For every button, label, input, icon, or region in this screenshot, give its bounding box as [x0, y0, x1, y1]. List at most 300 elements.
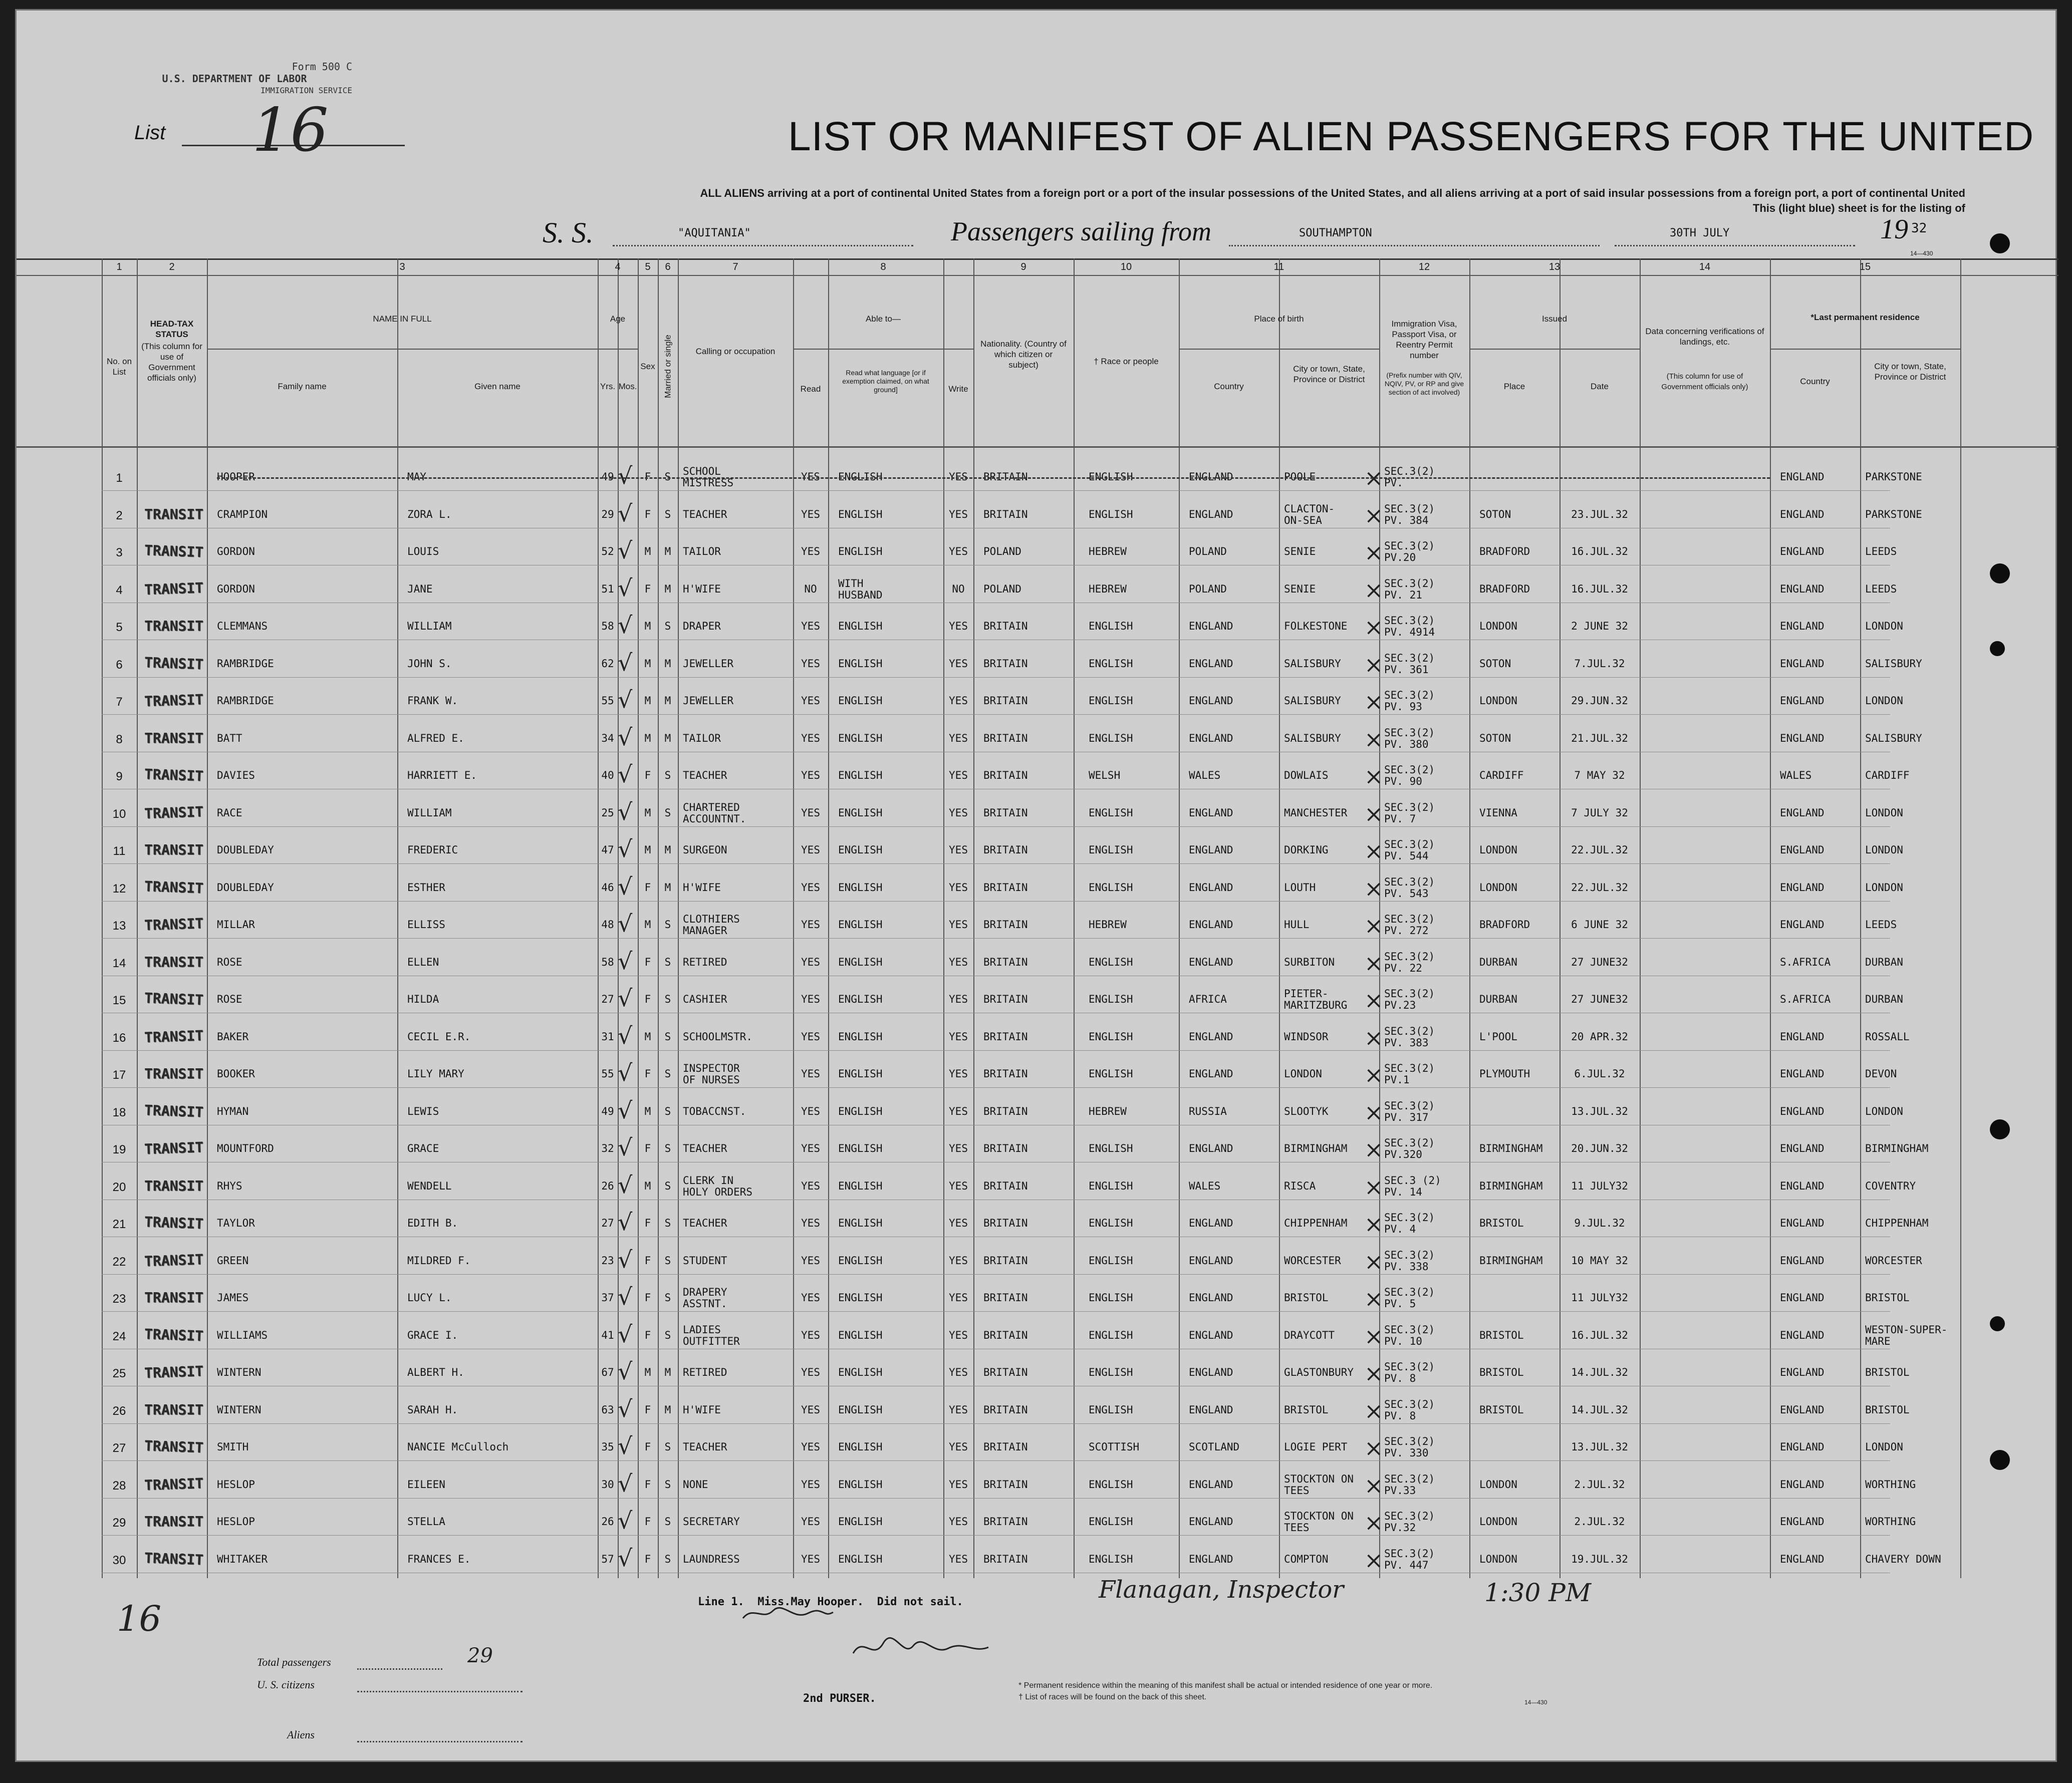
name-subrule [207, 349, 598, 350]
cell-rcity: PARKSTONE [1865, 471, 1922, 483]
column-divider [1960, 258, 1961, 1578]
total-passengers-line [357, 1668, 442, 1670]
check-mark-icon: √ [618, 1059, 633, 1086]
cell-nat: BRITAIN [983, 881, 1028, 894]
cell-visa: SEC.3(2) PV. 330 [1384, 1435, 1435, 1459]
cell-country: ENGLAND [1189, 844, 1233, 856]
cell-write: YES [949, 1366, 968, 1378]
cell-age: 57 [601, 1553, 614, 1565]
cell-lang: ENGLISH [838, 657, 883, 670]
cell-place: BIRMINGHAM [1479, 1142, 1543, 1154]
cell-rcity: WORCESTER [1865, 1254, 1922, 1267]
transit-stamp: TRANSIT [144, 729, 204, 746]
row-number: 17 [112, 1068, 126, 1082]
cross-mark-icon: × [1364, 1061, 1384, 1088]
column-number: 3 [399, 261, 405, 272]
cell-nat: BRITAIN [983, 993, 1028, 1005]
sailing-label: Passengers sailing from [951, 216, 1212, 246]
cell-nat: BRITAIN [983, 471, 1028, 483]
binder-hole [1990, 563, 2010, 583]
transit-stamp: TRANSIT [144, 1362, 204, 1382]
cell-ms: S [664, 956, 671, 968]
signature-scribble [848, 1633, 993, 1663]
cell-age: 31 [601, 1030, 614, 1043]
cell-calling: TEACHER [683, 1441, 727, 1453]
department-name: U.S. DEPARTMENT OF LABOR [162, 73, 307, 85]
cell-sex: F [644, 1553, 651, 1565]
cell-nat: BRITAIN [983, 1478, 1028, 1491]
cell-visa: SEC.3(2) PV. 338 [1384, 1249, 1435, 1273]
cell-age: 49 [601, 471, 614, 483]
row-rule [102, 1535, 1890, 1536]
cell-lang: ENGLISH [838, 956, 883, 968]
cell-read: YES [801, 471, 820, 483]
cell-rcity: LONDON [1865, 620, 1903, 632]
header-sex: Sex [640, 362, 655, 371]
cell-rcountry: ENGLAND [1780, 471, 1825, 483]
cell-family: WINTERN [217, 1366, 262, 1378]
cell-ms: M [664, 1403, 671, 1416]
cell-rcountry: ENGLAND [1780, 1478, 1825, 1491]
cell-sex: F [644, 1292, 651, 1304]
cell-city: SLOOTYK [1284, 1105, 1329, 1117]
row-number: 10 [112, 807, 126, 821]
cell-rcity: BRISTOL [1865, 1366, 1910, 1378]
check-mark-icon: √ [618, 537, 633, 564]
cell-write: YES [949, 844, 968, 856]
subtitle-line-1: ALL ALIENS arriving at a port of continental United States from a foreign port or a port of the insular possessions of the United States, and all aliens arriving at a port of said insular possessions from a foreign port, a port of continental United [700, 187, 1965, 199]
cell-country: ENGLAND [1189, 1030, 1233, 1043]
cell-lang: ENGLISH [838, 1105, 883, 1117]
binder-hole [1990, 1316, 2005, 1331]
inspector-signature: Flanagan, Inspector [1099, 1576, 1344, 1604]
row-rule [102, 863, 1890, 864]
cell-age: 25 [601, 806, 614, 819]
cell-city: SURBITON [1284, 956, 1335, 968]
cell-city: SENIE [1284, 545, 1316, 557]
cell-place: VIENNA [1479, 806, 1517, 819]
check-mark-icon: √ [618, 761, 633, 788]
cell-rcity: ROSSALL [1865, 1030, 1910, 1043]
cell-idate: 9.JUL.32 [1574, 1217, 1625, 1229]
column-divider [1469, 258, 1470, 1578]
header-place-of-birth: Place of birth [1254, 314, 1304, 324]
cell-write: YES [949, 1516, 968, 1528]
cell-lang: ENGLISH [838, 1329, 883, 1341]
cell-city: BIRMINGHAM [1284, 1142, 1348, 1154]
check-mark-icon: √ [618, 1022, 633, 1049]
list-label: List [134, 122, 166, 144]
able-subrule [793, 349, 973, 350]
cell-sex: F [644, 1516, 651, 1528]
cell-write: YES [949, 1403, 968, 1416]
cell-idate: 13.JUL.32 [1571, 1441, 1628, 1453]
cell-place: BRISTOL [1479, 1217, 1524, 1229]
cell-ms: S [664, 1441, 671, 1453]
cell-write: YES [949, 471, 968, 483]
cell-sex: M [644, 545, 651, 557]
check-mark-icon: √ [618, 1395, 633, 1422]
cell-read: YES [801, 1217, 820, 1229]
cell-country: ENGLAND [1189, 471, 1233, 483]
cell-city: WORCESTER [1284, 1254, 1341, 1267]
cell-sex: M [644, 806, 651, 819]
check-mark-icon: √ [618, 723, 633, 751]
cell-lang: ENGLISH [838, 993, 883, 1005]
cell-write: YES [949, 1292, 968, 1304]
cell-age: 52 [601, 545, 614, 557]
cell-rcountry: ENGLAND [1780, 1329, 1825, 1341]
cross-mark-icon: × [1364, 651, 1384, 678]
cell-write: YES [949, 993, 968, 1005]
cross-mark-icon: × [1364, 1397, 1384, 1424]
transit-stamp: TRANSIT [144, 1401, 204, 1418]
cell-calling: CLERK IN HOLY ORDERS [683, 1174, 753, 1198]
cell-race: HEBREW [1089, 582, 1127, 595]
cell-calling: SCHOOLMSTR. [683, 1030, 753, 1043]
transit-stamp: TRANSIT [144, 691, 204, 710]
cell-given: WILLIAM [407, 806, 452, 819]
row-1-strikethrough [217, 477, 1770, 479]
column-number: 4 [615, 261, 621, 272]
cell-city: POOLE [1284, 471, 1316, 483]
residence-subrule [1770, 349, 1960, 350]
binder-hole [1990, 233, 2010, 253]
cell-country: SCOTLAND [1189, 1441, 1240, 1453]
cell-ms: M [664, 657, 671, 670]
cell-age: 40 [601, 769, 614, 781]
cell-lang: ENGLISH [838, 1068, 883, 1080]
row-rule [102, 1087, 1890, 1088]
cell-ms: S [664, 1329, 671, 1341]
cross-mark-icon: × [1364, 1136, 1384, 1163]
cell-family: SMITH [217, 1441, 249, 1453]
cell-visa: SEC.3(2) PV. 21 [1384, 577, 1435, 601]
aliens-label: Aliens [287, 1728, 315, 1741]
row-number: 7 [116, 695, 123, 709]
column-number: 9 [1020, 261, 1026, 272]
cell-rcity: BIRMINGHAM [1865, 1142, 1929, 1154]
cell-given: EILEEN [407, 1478, 445, 1491]
header-verification-note: (This column for use of Government officials only) [1661, 372, 1748, 391]
cell-ms: S [664, 919, 671, 931]
row-number: 21 [112, 1218, 126, 1231]
cross-mark-icon: × [1364, 539, 1384, 566]
cell-write: YES [949, 806, 968, 819]
cell-city: STOCKTON ON TEES [1284, 1472, 1354, 1497]
cell-nat: BRITAIN [983, 1292, 1028, 1304]
column-divider [1770, 258, 1771, 1578]
transit-stamp: TRANSIT [144, 541, 204, 561]
cell-visa: SEC.3(2) PV. 543 [1384, 875, 1435, 900]
cell-ms: S [664, 993, 671, 1005]
cell-family: HESLOP [217, 1516, 255, 1528]
cell-calling: TAILOR [683, 545, 721, 557]
row-rule [102, 1274, 1890, 1275]
cell-rcity: LONDON [1865, 806, 1903, 819]
cell-sex: M [644, 1030, 651, 1043]
cell-race: ENGLISH [1089, 1142, 1133, 1154]
cell-idate: 2.JUL.32 [1574, 1478, 1625, 1491]
cell-family: GREEN [217, 1254, 249, 1267]
cell-rcountry: ENGLAND [1780, 545, 1825, 557]
cell-lang: ENGLISH [838, 1366, 883, 1378]
cell-given: LUCY L. [407, 1292, 452, 1304]
cell-age: 37 [601, 1292, 614, 1304]
header-race: † Race or people [1094, 357, 1159, 366]
cell-country: AFRICA [1189, 993, 1227, 1005]
cell-calling: DRAPER [683, 620, 721, 632]
cell-place: LONDON [1479, 881, 1517, 894]
age-subrule [598, 349, 638, 350]
header-last-residence: *Last permanent residence [1810, 313, 1920, 322]
cell-family: ROSE [217, 956, 242, 968]
cell-rcity: SALISBURY [1865, 732, 1922, 744]
row-number: 11 [113, 844, 126, 858]
cell-calling: LADIES OUTFITTER [683, 1323, 740, 1347]
cell-family: DAVIES [217, 769, 255, 781]
cell-visa: SEC.3(2) PV. 317 [1384, 1099, 1435, 1123]
cell-lang: ENGLISH [838, 1516, 883, 1528]
cell-sex: M [644, 620, 651, 632]
row-rule [102, 826, 1890, 827]
cell-country: RUSSIA [1189, 1105, 1227, 1117]
cell-rcountry: ENGLAND [1780, 620, 1825, 632]
footnote-residence: * Permanent residence within the meaning of this manifest shall be actual or intended residence of one year or more. [1018, 1681, 1433, 1690]
row-number: 29 [112, 1516, 126, 1530]
cell-visa: SEC.3(2) PV. 93 [1384, 689, 1435, 713]
cell-family: RACE [217, 806, 242, 819]
cell-read: YES [801, 732, 820, 744]
check-mark-icon: √ [618, 947, 633, 975]
cell-calling: JEWELLER [683, 657, 734, 670]
cell-place: SOTON [1479, 732, 1511, 744]
cell-idate: 11 JULY32 [1571, 1179, 1628, 1192]
cell-idate: 23.JUL.32 [1571, 508, 1628, 520]
cell-read: YES [801, 993, 820, 1005]
row-number: 19 [112, 1143, 126, 1156]
check-mark-icon: √ [618, 1432, 633, 1459]
cell-country: ENGLAND [1189, 1142, 1233, 1154]
cell-race: HEBREW [1089, 545, 1127, 557]
cell-place: BIRMINGHAM [1479, 1254, 1543, 1267]
cell-given: MAY [407, 471, 426, 483]
row-rule [102, 677, 1890, 678]
check-mark-icon: √ [618, 1320, 633, 1348]
cell-given: MILDRED F. [407, 1254, 471, 1267]
cell-rcity: LEEDS [1865, 919, 1897, 931]
departure-port: SOUTHAMPTON [1299, 227, 1372, 239]
cell-family: RAMBRIDGE [217, 657, 274, 670]
header-given-name: Given name [474, 382, 521, 391]
cell-rcountry: ENGLAND [1780, 1179, 1825, 1192]
row-number: 2 [116, 508, 123, 522]
cell-family: BOOKER [217, 1068, 255, 1080]
cell-family: RHYS [217, 1179, 242, 1192]
cell-place: DURBAN [1479, 956, 1517, 968]
header-read-language: Read what language [or if exemption claimed, on what ground] [842, 369, 929, 394]
cell-sex: F [644, 1068, 651, 1080]
cell-rcity: WESTON-SUPER- MARE [1865, 1323, 1948, 1347]
cell-lang: ENGLISH [838, 1441, 883, 1453]
cell-nat: BRITAIN [983, 508, 1028, 520]
cell-given: FRANK W. [407, 695, 458, 707]
row-rule [102, 1498, 1890, 1499]
cell-race: ENGLISH [1089, 732, 1133, 744]
cell-city: DOWLAIS [1284, 769, 1329, 781]
header-visa-note: (Prefix number with QIV, NQIV, PV, or RP and give section of act involved) [1384, 371, 1464, 396]
cell-city: RISCA [1284, 1179, 1316, 1192]
cell-family: CRAMPION [217, 508, 268, 520]
transit-stamp: TRANSIT [144, 953, 204, 970]
cell-calling: TEACHER [683, 769, 727, 781]
cell-idate: 14.JUL.32 [1571, 1403, 1628, 1416]
row-number: 18 [112, 1105, 126, 1119]
cell-lang: ENGLISH [838, 508, 883, 520]
cell-write: YES [949, 732, 968, 744]
cell-rcountry: ENGLAND [1780, 1403, 1825, 1416]
cell-city: WINDSOR [1284, 1030, 1329, 1043]
cell-age: 63 [601, 1403, 614, 1416]
cross-mark-icon: × [1364, 837, 1384, 864]
cell-country: ENGLAND [1189, 1068, 1233, 1080]
cell-nat: BRITAIN [983, 1366, 1028, 1378]
list-number: 16 [252, 96, 329, 165]
cell-rcountry: ENGLAND [1780, 844, 1825, 856]
cell-rcountry: S.AFRICA [1780, 956, 1831, 968]
cell-city: LOGIE PERT [1284, 1441, 1348, 1453]
cell-nat: BRITAIN [983, 1142, 1028, 1154]
cross-mark-icon: × [1364, 1509, 1384, 1536]
cell-sex: M [644, 1366, 651, 1378]
cell-write: YES [949, 1254, 968, 1267]
cell-nat: BRITAIN [983, 956, 1028, 968]
cell-race: ENGLISH [1089, 844, 1133, 856]
cell-race: ENGLISH [1089, 993, 1133, 1005]
transit-stamp: TRANSIT [144, 1065, 204, 1082]
cell-rcountry: ENGLAND [1780, 582, 1825, 595]
transit-stamp: TRANSIT [144, 1177, 204, 1194]
cell-given: FREDERIC [407, 844, 458, 856]
cell-read: YES [801, 1553, 820, 1565]
cell-family: GORDON [217, 582, 255, 595]
cell-write: NO [952, 582, 965, 595]
cell-race: ENGLISH [1089, 695, 1133, 707]
cell-age: 23 [601, 1254, 614, 1267]
cell-calling: JEWELLER [683, 695, 734, 707]
cell-age: 41 [601, 1329, 614, 1341]
cell-city: SALISBURY [1284, 732, 1341, 744]
cell-visa: SEC.3 (2) PV. 14 [1384, 1174, 1441, 1198]
cell-family: CLEMMANS [217, 620, 268, 632]
cell-calling: TEACHER [683, 508, 727, 520]
cell-given: JOHN S. [407, 657, 452, 670]
date-dotline [1615, 245, 1855, 246]
row-number: 14 [112, 956, 126, 970]
cell-country: ENGLAND [1189, 1553, 1233, 1565]
row-rule [102, 938, 1890, 939]
cross-mark-icon: × [1364, 501, 1384, 529]
check-mark-icon: √ [618, 574, 633, 602]
cell-visa: SEC.3(2) PV. 10 [1384, 1323, 1435, 1347]
cell-nat: BRITAIN [983, 844, 1028, 856]
row-rule [102, 1423, 1890, 1424]
cell-age: 62 [601, 657, 614, 670]
cell-sex: M [644, 732, 651, 744]
purser-initials [738, 1603, 838, 1623]
cell-family: HYMAN [217, 1105, 249, 1117]
initials-scribble [738, 1603, 838, 1623]
cross-mark-icon: × [1364, 1546, 1384, 1574]
cell-place: DURBAN [1479, 993, 1517, 1005]
did-not-sail-note: Line 1. Miss.May Hooper. Did not sail. [698, 1596, 963, 1608]
cell-rcity: LONDON [1865, 1441, 1903, 1453]
cell-race: WELSH [1089, 769, 1121, 781]
cell-read: YES [801, 1516, 820, 1528]
cell-country: ENGLAND [1189, 508, 1233, 520]
cell-read: YES [801, 1105, 820, 1117]
cell-sex: F [644, 1329, 651, 1341]
cell-sex: F [644, 508, 651, 520]
cell-family: ROSE [217, 993, 242, 1005]
cell-race: ENGLISH [1089, 508, 1133, 520]
cross-mark-icon: × [1364, 1211, 1384, 1238]
cell-lang: ENGLISH [838, 695, 883, 707]
cell-read: YES [801, 1254, 820, 1267]
column-divider [658, 258, 659, 1578]
cell-lang: ENGLISH [838, 769, 883, 781]
cell-country: ENGLAND [1189, 657, 1233, 670]
row-number: 20 [112, 1180, 126, 1194]
check-mark-icon: √ [618, 1096, 633, 1124]
cell-rcountry: ENGLAND [1780, 1292, 1825, 1304]
cell-lang: ENGLISH [838, 1179, 883, 1192]
cell-visa: SEC.3(2) PV.20 [1384, 540, 1435, 563]
cell-calling: TAILOR [683, 732, 721, 744]
cell-ms: S [664, 806, 671, 819]
cell-rcity: BRISTOL [1865, 1403, 1910, 1416]
transit-stamp: TRANSIT [144, 1325, 204, 1344]
cell-nat: BRITAIN [983, 806, 1028, 819]
cell-idate: 21.JUL.32 [1571, 732, 1628, 744]
transit-stamp: TRANSIT [144, 579, 204, 598]
cell-place: LONDON [1479, 620, 1517, 632]
ss-label: S. S. [543, 216, 594, 249]
cell-country: POLAND [1189, 545, 1227, 557]
cell-city: FOLKESTONE [1284, 620, 1348, 632]
cross-mark-icon: × [1364, 949, 1384, 977]
cell-sex: M [644, 844, 651, 856]
cell-read: YES [801, 844, 820, 856]
us-citizens-label: U. S. citizens [257, 1678, 315, 1691]
cell-lang: ENGLISH [838, 1030, 883, 1043]
cell-country: ENGLAND [1189, 806, 1233, 819]
cell-calling: CLOTHIERS MANAGER [683, 913, 740, 937]
cell-idate: 19.JUL.32 [1571, 1553, 1628, 1565]
column-number: 13 [1548, 261, 1561, 272]
header-rule [17, 258, 2058, 260]
column-divider [638, 258, 639, 1578]
transit-stamp: TRANSIT [144, 1138, 204, 1158]
check-mark-icon: √ [618, 910, 633, 937]
cell-nat: BRITAIN [983, 1553, 1028, 1565]
header-able-to: Able to— [866, 314, 901, 324]
cell-read: YES [801, 695, 820, 707]
cell-visa: SEC.3(2) PV. 544 [1384, 838, 1435, 862]
row-number: 24 [112, 1329, 126, 1343]
cell-nat: BRITAIN [983, 1179, 1028, 1192]
cell-place: BRISTOL [1479, 1366, 1524, 1378]
